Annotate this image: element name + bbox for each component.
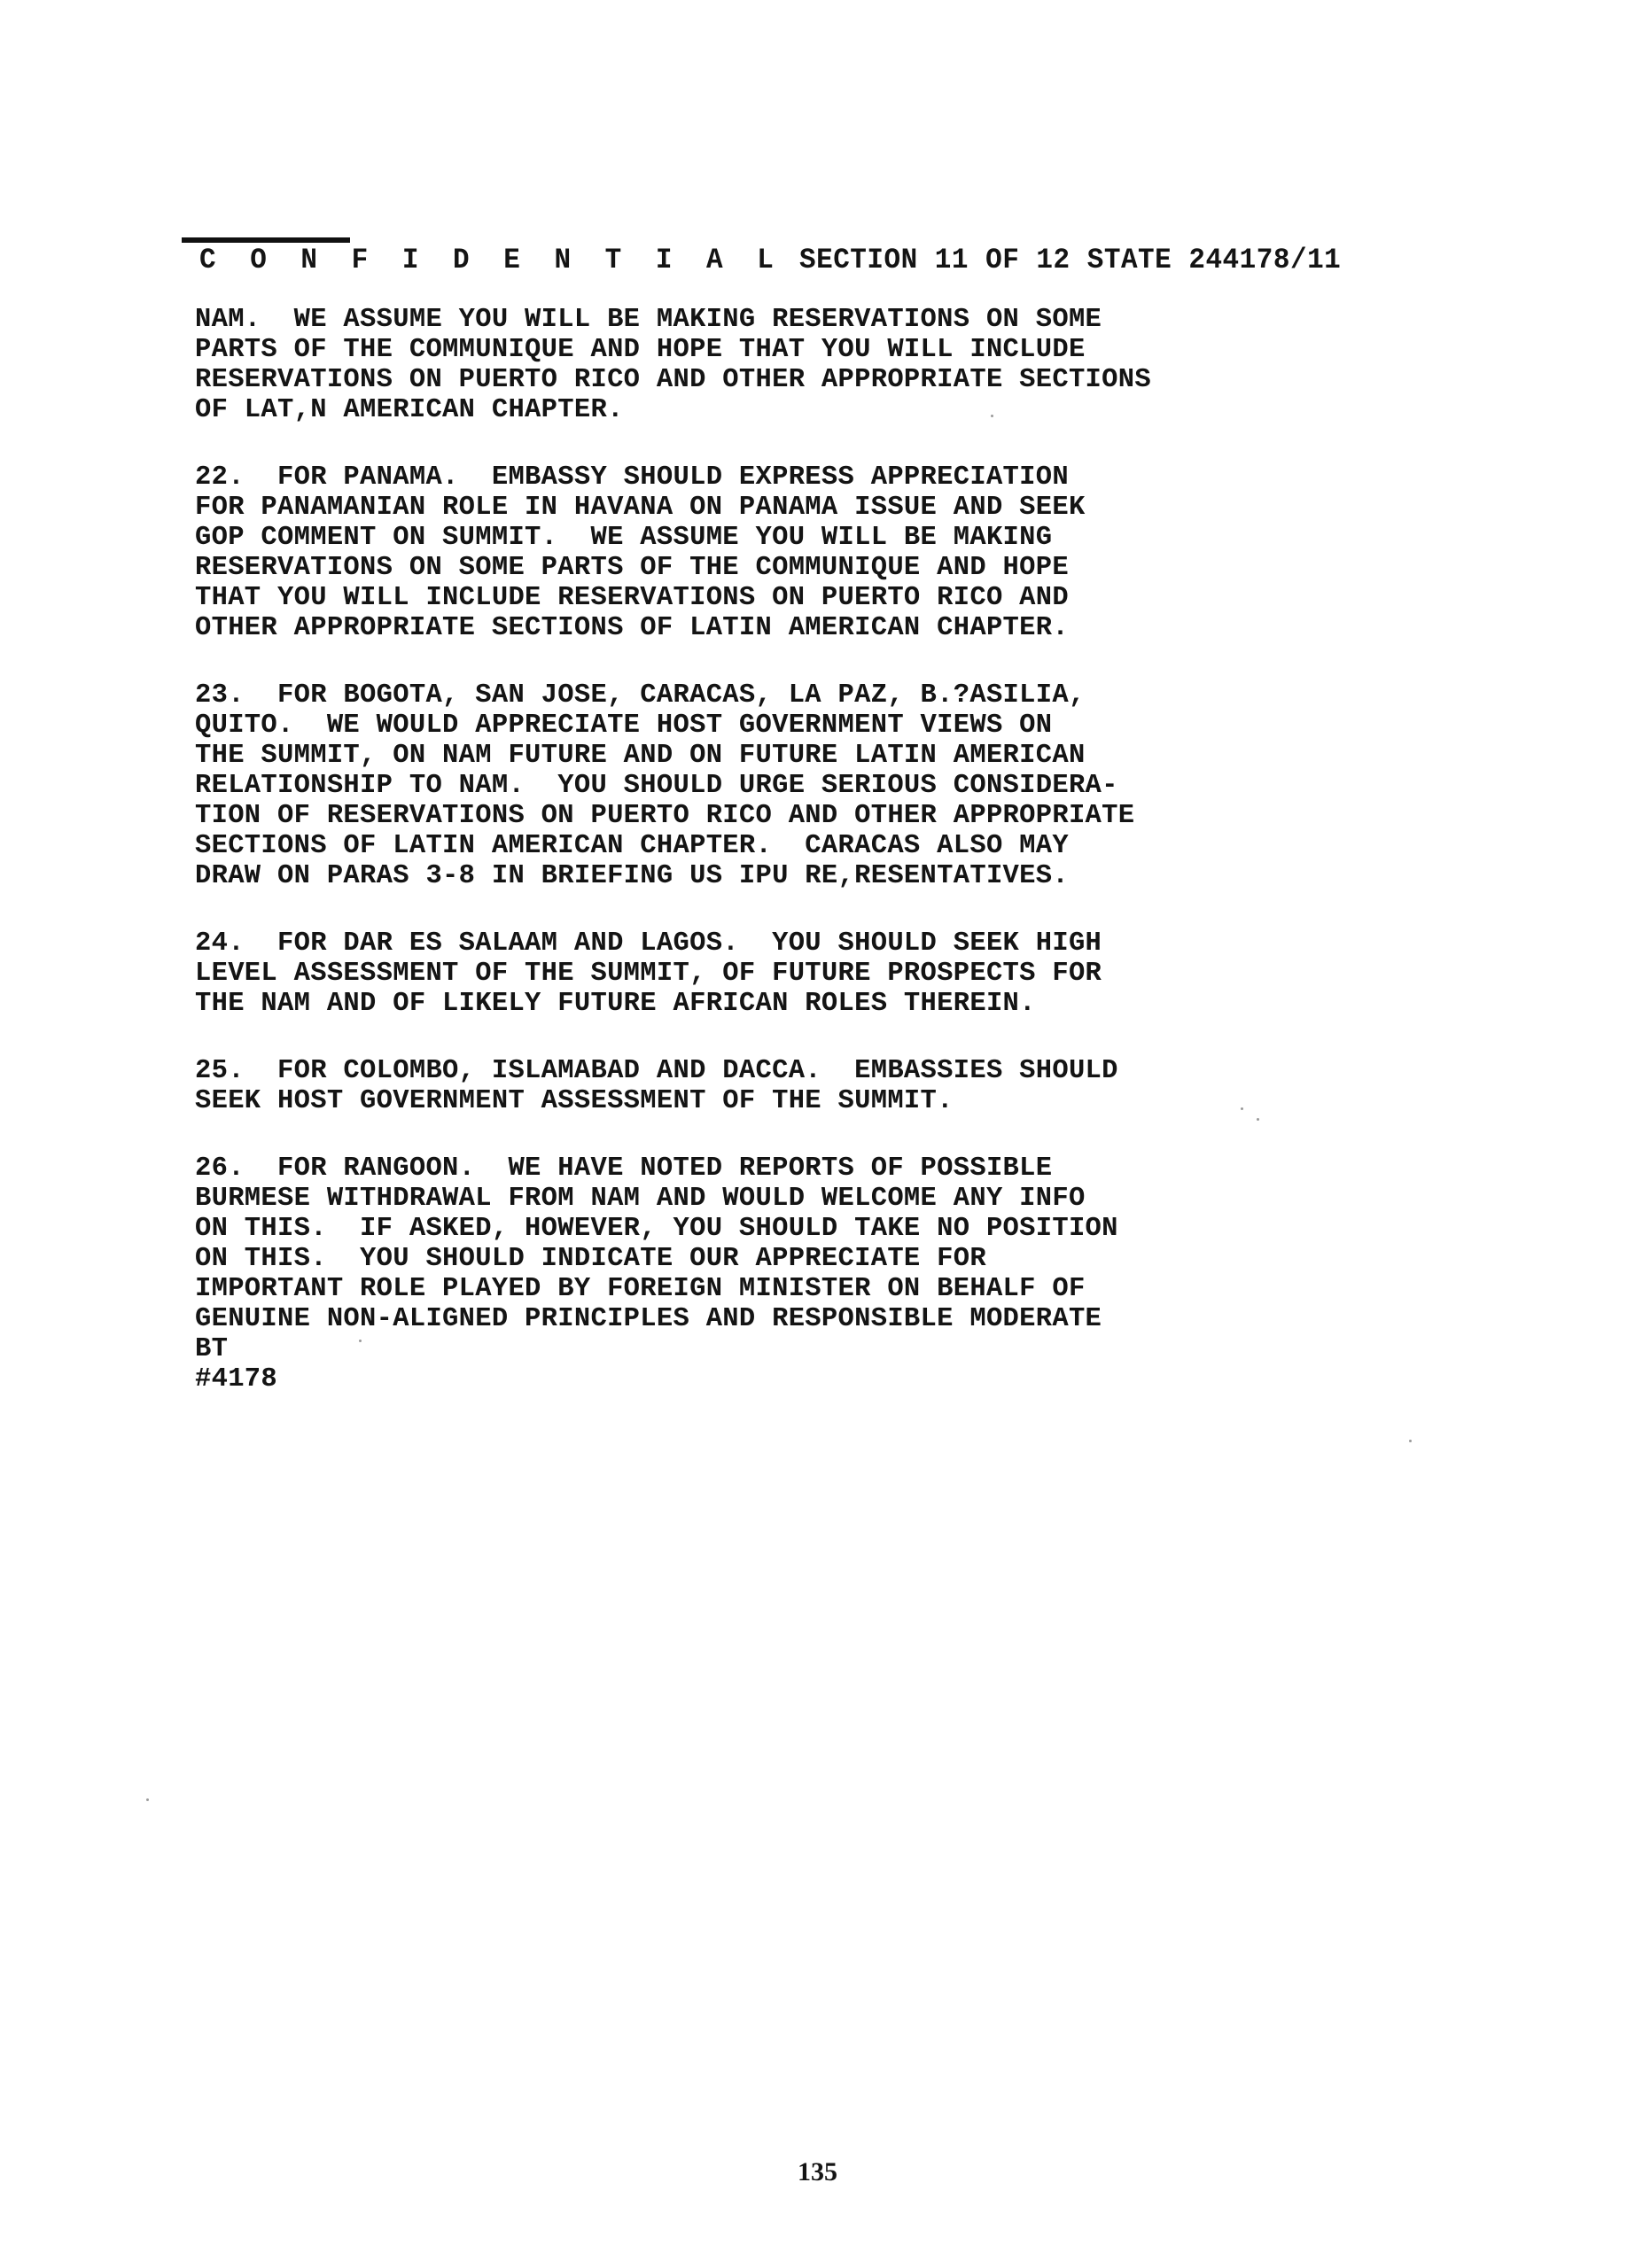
text-line: 23. FOR BOGOTA, SAN JOSE, CARACAS, LA PAZ, B.?ASILIA, [195, 680, 1086, 711]
document-body [195, 305, 1595, 1394]
scan-speck [991, 415, 993, 417]
text-line: SEEK HOST GOVERNMENT ASSESSMENT OF THE SUMMIT. [195, 1086, 954, 1116]
message-number: #4178 [195, 1364, 278, 1394]
header-rule [182, 237, 350, 243]
text-line: RELATIONSHIP TO NAM. YOU SHOULD URGE SERIOUS CONSIDERA- [195, 771, 1118, 801]
text-line: RESERVATIONS ON SOME PARTS OF THE COMMUNIQUE AND HOPE [195, 553, 1069, 583]
page-number: 135 [798, 2157, 837, 2186]
paragraph-25 [195, 1056, 1595, 1116]
section-reference: SECTION 11 OF 12 STATE 244178/11 [798, 245, 1342, 277]
text-line: NAM. WE ASSUME YOU WILL BE MAKING RESERVATIONS ON SOME [195, 305, 1102, 335]
classification-marking: C O N F I D E N T I A L [199, 245, 782, 277]
text-line: DRAW ON PARAS 3-8 IN BRIEFING US IPU RE,RESENTATIVES. [195, 861, 1069, 891]
text-line: SECTIONS OF LATIN AMERICAN CHAPTER. CARACAS ALSO MAY [195, 831, 1069, 861]
text-line: THE NAM AND OF LIKELY FUTURE AFRICAN ROLES THEREIN. [195, 989, 1036, 1019]
text-line: QUITO. WE WOULD APPRECIATE HOST GOVERNMENT VIEWS ON [195, 711, 1053, 741]
text-line: TION OF RESERVATIONS ON PUERTO RICO AND OTHER APPROPRIATE [195, 801, 1135, 831]
scan-speck [146, 1798, 149, 1801]
text-line: 26. FOR RANGOON. WE HAVE NOTED REPORTS OF POSSIBLE [195, 1153, 1053, 1184]
text-line: LEVEL ASSESSMENT OF THE SUMMIT, OF FUTURE PROSPECTS FOR [195, 959, 1102, 989]
paragraph-23 [195, 680, 1595, 891]
text-line: IMPORTANT ROLE PLAYED BY FOREIGN MINISTER ON BEHALF OF [195, 1274, 1086, 1304]
text-line: ON THIS. YOU SHOULD INDICATE OUR APPRECIATE FOR [195, 1244, 986, 1274]
text-line: BURMESE WITHDRAWAL FROM NAM AND WOULD WELCOME ANY INFO [195, 1184, 1086, 1214]
text-line: THAT YOU WILL INCLUDE RESERVATIONS ON PUERTO RICO AND [195, 583, 1069, 613]
text-line: 22. FOR PANAMA. EMBASSY SHOULD EXPRESS APPRECIATION [195, 462, 1069, 493]
text-line: ON THIS. IF ASKED, HOWEVER, YOU SHOULD TAKE NO POSITION [195, 1214, 1118, 1244]
text-line: THE SUMMIT, ON NAM FUTURE AND ON FUTURE LATIN AMERICAN [195, 741, 1086, 771]
scan-speck [1257, 1118, 1259, 1121]
text-line: PARTS OF THE COMMUNIQUE AND HOPE THAT YOU WILL INCLUDE [195, 335, 1086, 365]
text-line: OTHER APPROPRIATE SECTIONS OF LATIN AMERICAN CHAPTER. [195, 613, 1069, 643]
text-line: 25. FOR COLOMBO, ISLAMABAD AND DACCA. EMBASSIES SHOULD [195, 1056, 1118, 1086]
scan-speck [359, 1340, 362, 1342]
paragraph-continuation [195, 305, 1595, 425]
paragraph-26 [195, 1153, 1595, 1334]
paragraph-24 [195, 928, 1595, 1019]
break-marker: BT [195, 1334, 229, 1364]
text-line: RESERVATIONS ON PUERTO RICO AND OTHER APPROPRIATE SECTIONS [195, 365, 1151, 395]
scan-speck [1409, 1440, 1412, 1442]
paragraph-22 [195, 462, 1595, 643]
text-line: GOP COMMENT ON SUMMIT. WE ASSUME YOU WILL BE MAKING [195, 523, 1053, 553]
document-header [199, 245, 1341, 278]
text-line: FOR PANAMANIAN ROLE IN HAVANA ON PANAMA ISSUE AND SEEK [195, 493, 1086, 523]
text-line: GENUINE NON-ALIGNED PRINCIPLES AND RESPONSIBLE MODERATE [195, 1304, 1102, 1334]
scan-speck [1241, 1107, 1243, 1110]
text-line: 24. FOR DAR ES SALAAM AND LAGOS. YOU SHOULD SEEK HIGH [195, 928, 1102, 959]
message-trailer [195, 1334, 1595, 1394]
text-line: OF LAT,N AMERICAN CHAPTER. [195, 395, 624, 425]
